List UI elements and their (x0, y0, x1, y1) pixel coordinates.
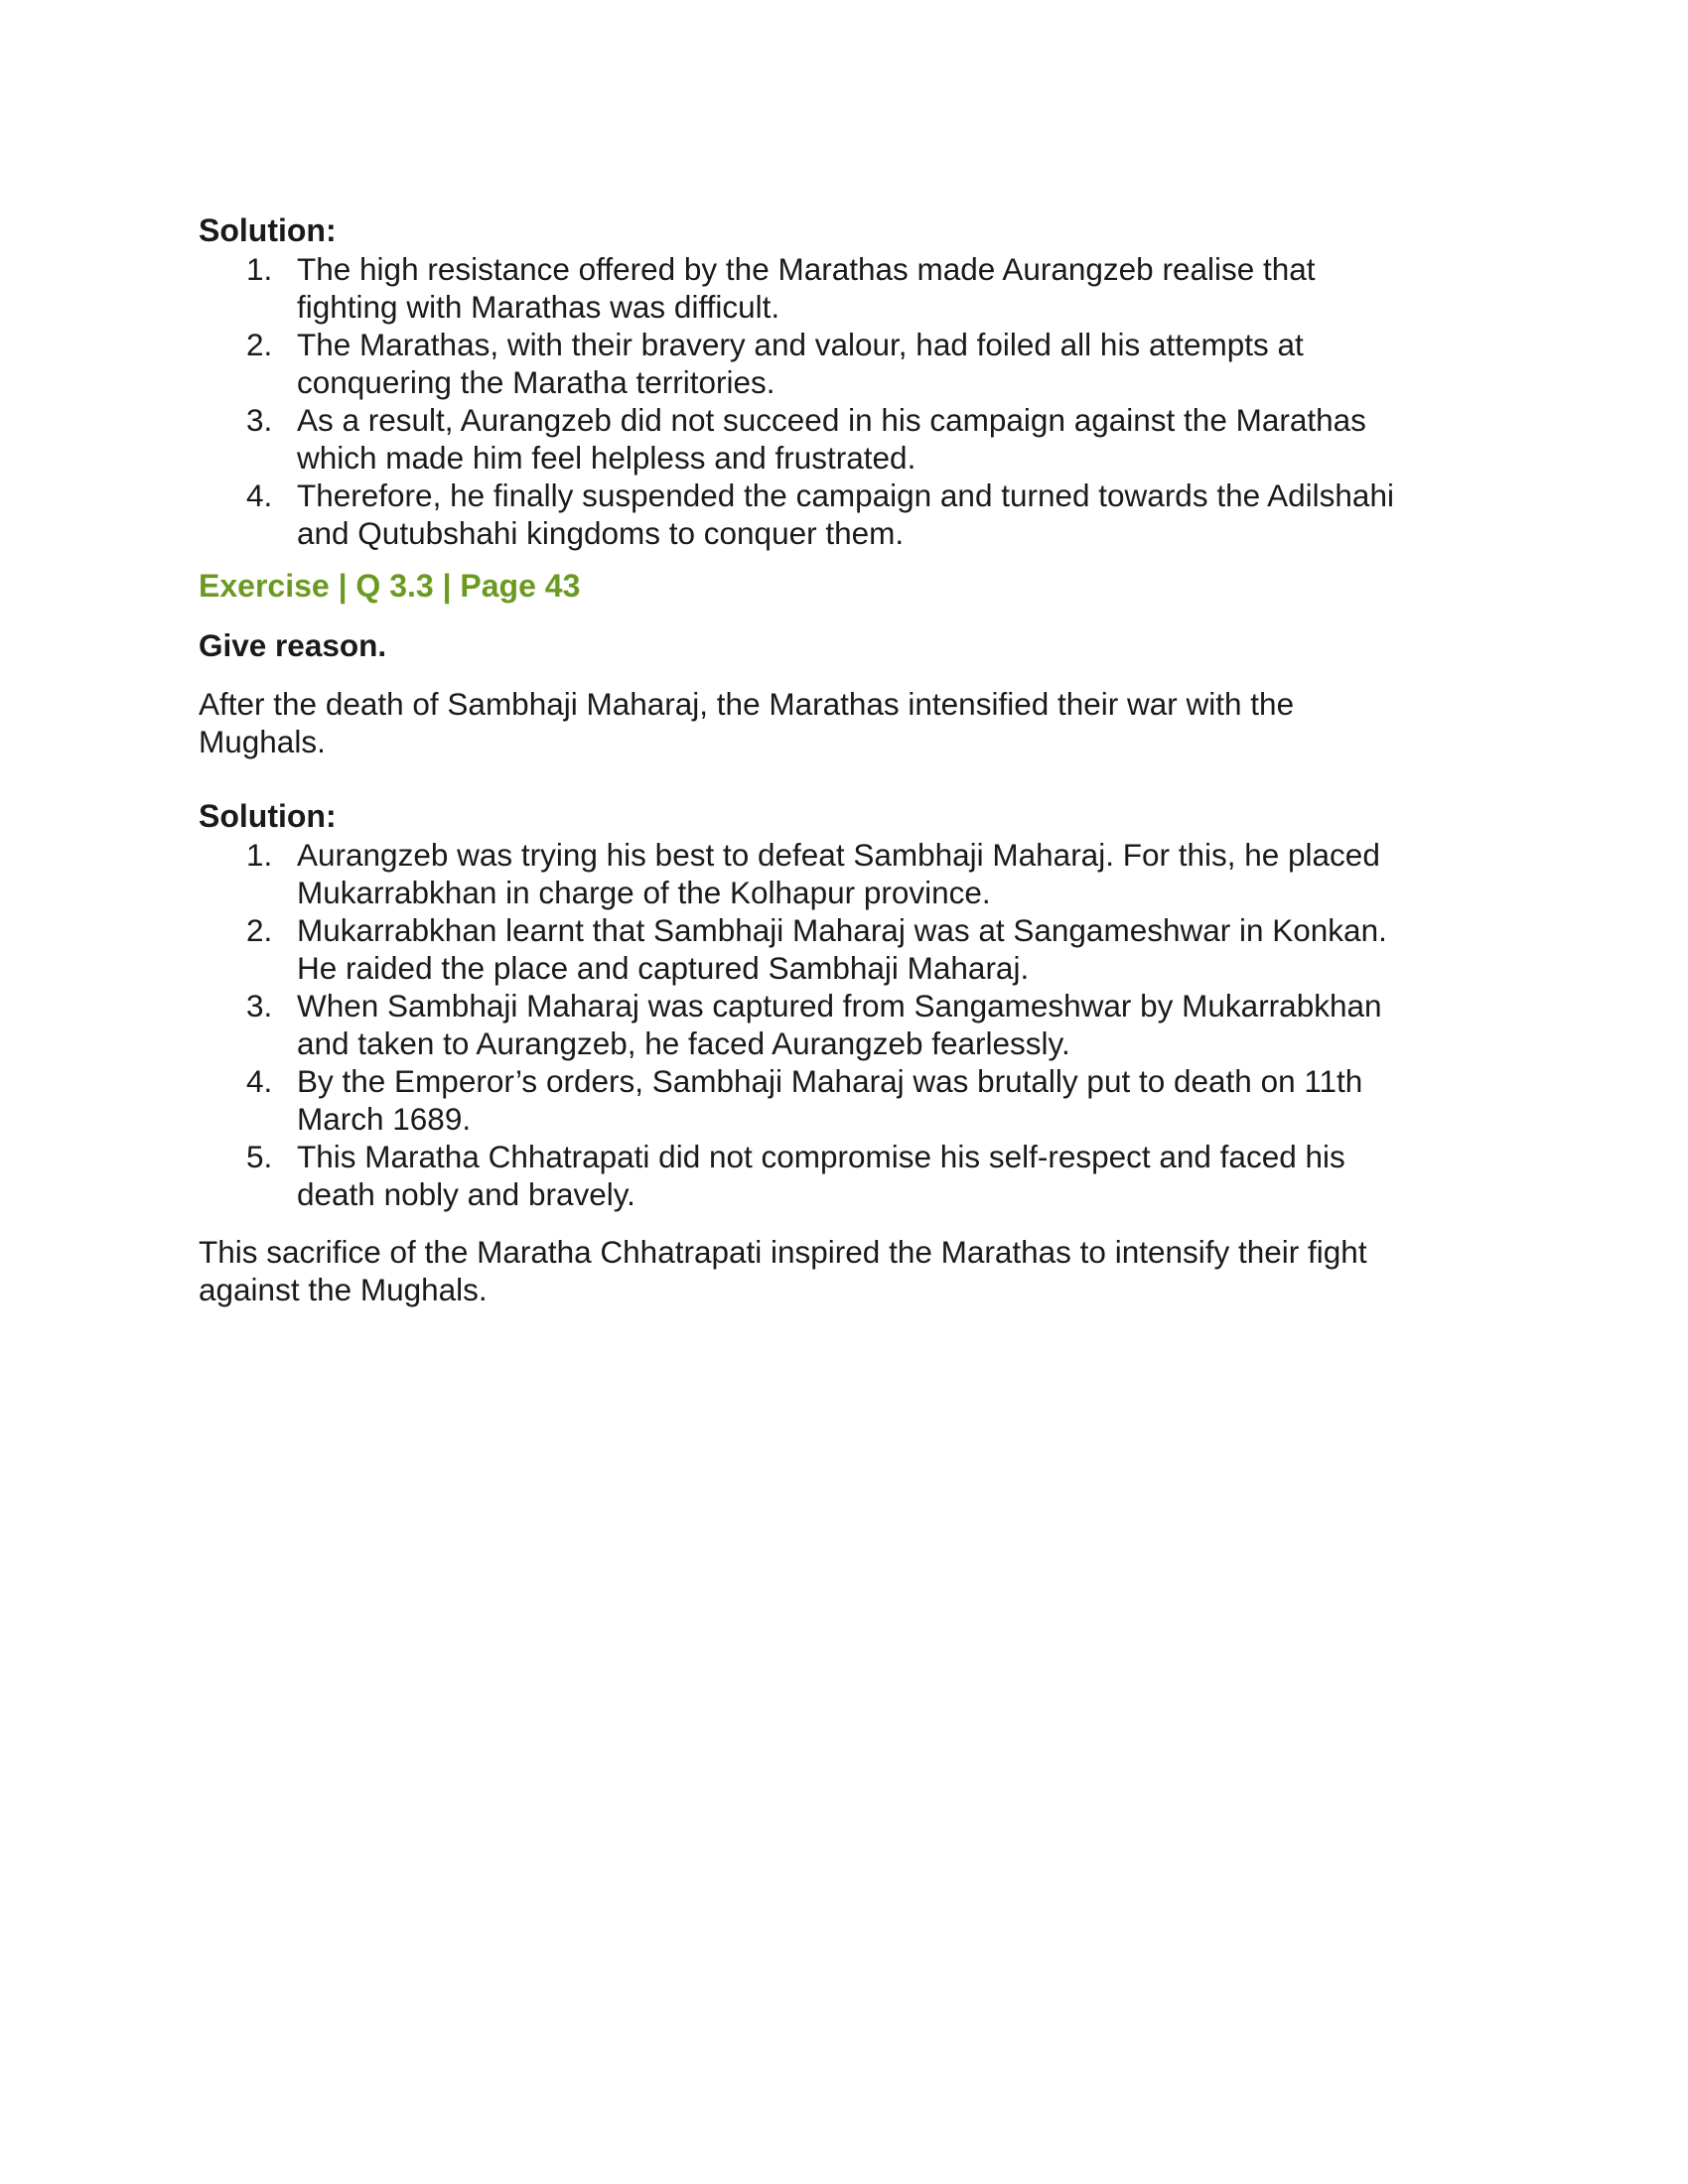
list-line: The high resistance offered by the Marathas made Aurangzeb realise that (297, 251, 1316, 287)
list-item (199, 911, 1489, 987)
list-line: March 1689. (297, 1101, 472, 1137)
list-number: 1. (246, 251, 273, 287)
question-line: Mughals. (199, 724, 326, 759)
list-item (199, 477, 1489, 552)
list-line: Therefore, he finally suspended the campaign and turned towards the Adilshahi (297, 478, 1394, 513)
list-line: When Sambhaji Maharaj was captured from Sangameshwar by Mukarrabkhan (297, 988, 1382, 1024)
list-number: 4. (246, 1063, 273, 1099)
solution-label-1: Solution: (199, 212, 337, 248)
list-line: death nobly and bravely. (297, 1176, 635, 1212)
list-line: and taken to Aurangzeb, he faced Aurangzeb fearlessly. (297, 1025, 1070, 1061)
list-number: 2. (246, 912, 273, 948)
list-line: By the Emperor’s orders, Sambhaji Maharaj was brutally put to death on 11th (297, 1063, 1363, 1099)
list-item (199, 401, 1489, 477)
list-item (199, 836, 1489, 911)
list-line: This Maratha Chhatrapati did not compromise his self-respect and faced his (297, 1139, 1345, 1174)
list-number: 2. (246, 327, 273, 362)
document-content (199, 210, 1489, 1308)
solution-list-1 (199, 250, 1489, 552)
list-line: and Qutubshahi kingdoms to conquer them. (297, 515, 905, 551)
list-item (199, 250, 1489, 326)
conclusion-paragraph (199, 1233, 1489, 1308)
solution-list-2 (199, 836, 1489, 1213)
list-item (199, 1138, 1489, 1213)
conclusion-line: against the Mughals. (199, 1272, 488, 1307)
solution-label-2: Solution: (199, 798, 337, 834)
list-number: 1. (246, 837, 273, 873)
list-item (199, 326, 1489, 401)
list-line: which made him feel helpless and frustrated. (297, 440, 916, 476)
exercise-heading: Exercise | Q 3.3 | Page 43 (199, 568, 581, 604)
list-line: fighting with Marathas was difficult. (297, 289, 780, 325)
list-number: 5. (246, 1139, 273, 1174)
list-item (199, 1062, 1489, 1138)
question-label: Give reason. (199, 627, 387, 663)
conclusion-line: This sacrifice of the Maratha Chhatrapati inspired the Marathas to intensify their fight (199, 1234, 1367, 1270)
list-number: 3. (246, 988, 273, 1024)
list-item (199, 987, 1489, 1062)
list-number: 4. (246, 478, 273, 513)
list-line: conquering the Maratha territories. (297, 364, 775, 400)
question-text (199, 685, 1489, 760)
list-number: 3. (246, 402, 273, 438)
question-line: After the death of Sambhaji Maharaj, the Marathas intensified their war with the (199, 686, 1295, 722)
list-line: Aurangzeb was trying his best to defeat Sambhaji Maharaj. For this, he placed (297, 837, 1380, 873)
list-line: The Marathas, with their bravery and valour, had foiled all his attempts at (297, 327, 1304, 362)
list-line: Mukarrabkhan in charge of the Kolhapur province. (297, 875, 991, 910)
list-line: Mukarrabkhan learnt that Sambhaji Maharaj was at Sangameshwar in Konkan. (297, 912, 1387, 948)
list-line: He raided the place and captured Sambhaji Maharaj. (297, 950, 1030, 986)
list-line: As a result, Aurangzeb did not succeed in his campaign against the Marathas (297, 402, 1366, 438)
